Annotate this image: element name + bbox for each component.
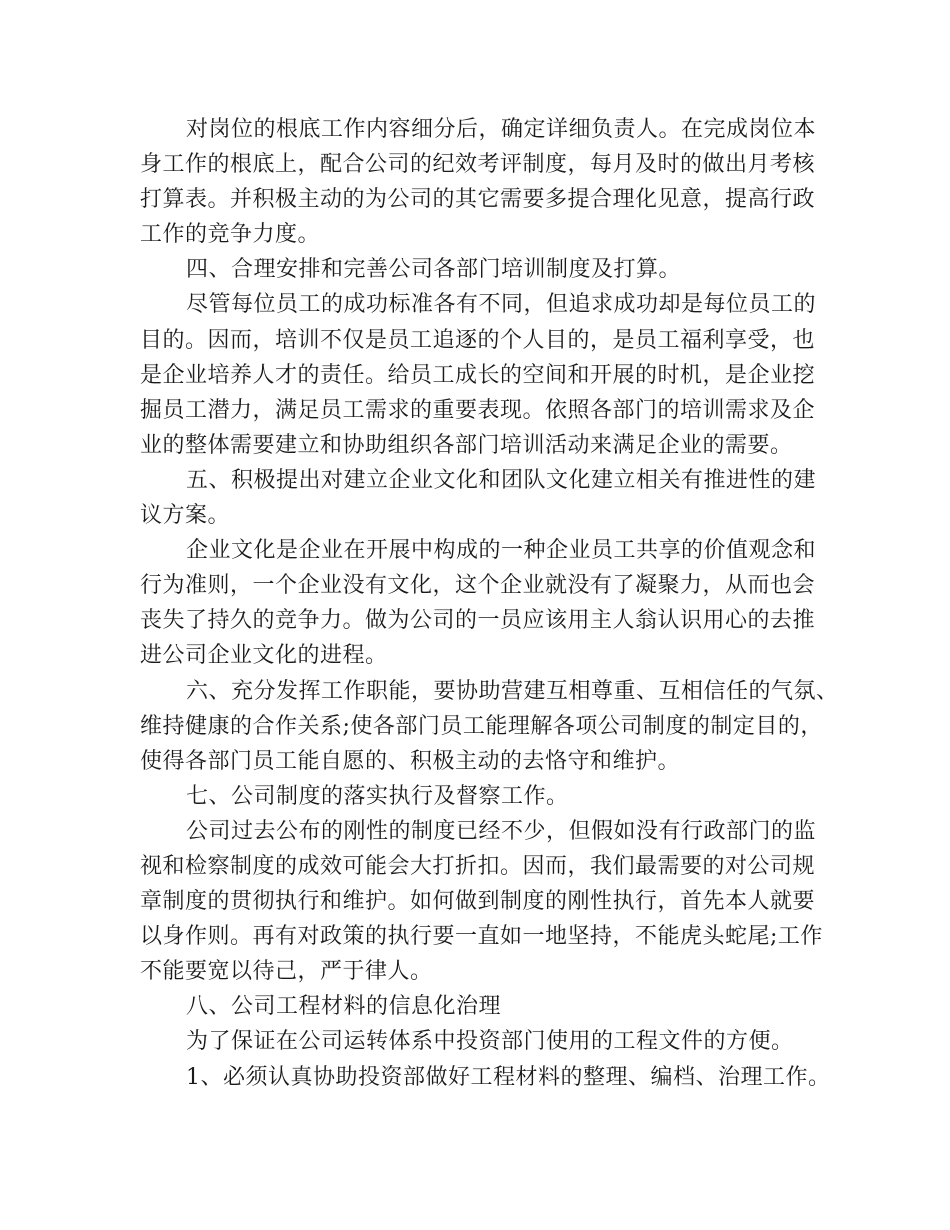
section-heading: 八、公司工程材料的信息化治理 [186,994,502,1020]
paragraph-line: 丧失了持久的竞争力。做为公司的一员应该用主人翁认识用心的去推 [140,608,816,634]
paragraph-line: 打算表。并积极主动的为公司的其它需要多提合理化见意，提高行政 [140,187,816,213]
paragraph-line: 目的。因而，培训不仅是员工追逐的个人目的，是员工福利享受，也 [140,327,816,353]
paragraph-line: 对岗位的根底工作内容细分后，确定详细负责人。在完成岗位本 [186,117,817,142]
paragraph-line: 工作的竞争力度。 [140,222,321,248]
paragraph-line: 为了保证在公司运转体系中投资部门使用的工程文件的方便。 [186,1029,794,1055]
paragraph-line: 公司过去公布的刚性的制度已经不少，但假如没有行政部门的监 [186,818,817,844]
document-body [140,112,839,1095]
section-heading-continued: 维持健康的合作关系;使各部门员工能理解各项公司制度的制定目的， [140,713,823,739]
section-heading-continued: 使得各部门员工能自愿的、积极主动的去恪守和维护。 [140,748,681,774]
section-heading: 六、充分发挥工作职能，要协助营建互相尊重、互相信任的气氛、 [186,678,839,704]
paragraph-line: 不能要宽以待己，严于律人。 [140,959,433,985]
paragraph-line: 进公司企业文化的进程。 [140,643,388,669]
list-item: 1、必须认真协助投资部做好工程材料的整理、编档、治理工作。 [186,1064,831,1090]
paragraph-line: 企业文化是企业在开展中构成的一种企业员工共享的价值观念和 [186,538,817,564]
section-heading: 五、积极提出对建立企业文化和团队文化建立相关有推进性的建 [186,467,817,493]
paragraph-line: 是企业培养人才的责任。给员工成长的空间和开展的时机，是企业挖 [140,362,816,388]
section-heading: 四、合理安排和完善公司各部门培训制度及打算。 [186,257,682,283]
paragraph-line: 身工作的根底上，配合公司的纪效考评制度，每月及时的做出月考核 [140,152,816,178]
paragraph-line: 尽管每位员工的成功标准各有不同，但追求成功却是每位员工的 [186,292,817,318]
paragraph-line: 行为准则，一个企业没有文化，这个企业就没有了凝聚力，从而也会 [140,573,816,599]
section-heading: 七、公司制度的落实执行及督察工作。 [186,783,569,809]
section-heading-continued: 议方案。 [140,503,231,529]
paragraph-line: 视和检察制度的成效可能会大打折扣。因而，我们最需要的对公司规 [140,853,816,879]
paragraph-line: 以身作则。再有对政策的执行要一直如一地坚持，不能虎头蛇尾;工作 [140,924,823,950]
paragraph-line: 业的整体需要建立和协助组织各部门培训活动来满足企业的需要。 [140,432,793,458]
paragraph-line: 掘员工潜力，满足员工需求的重要表现。依照各部门的培训需求及企 [140,397,816,423]
paragraph-line: 章制度的贯彻执行和维护。如何做到制度的刚性执行，首先本人就要 [140,889,816,915]
